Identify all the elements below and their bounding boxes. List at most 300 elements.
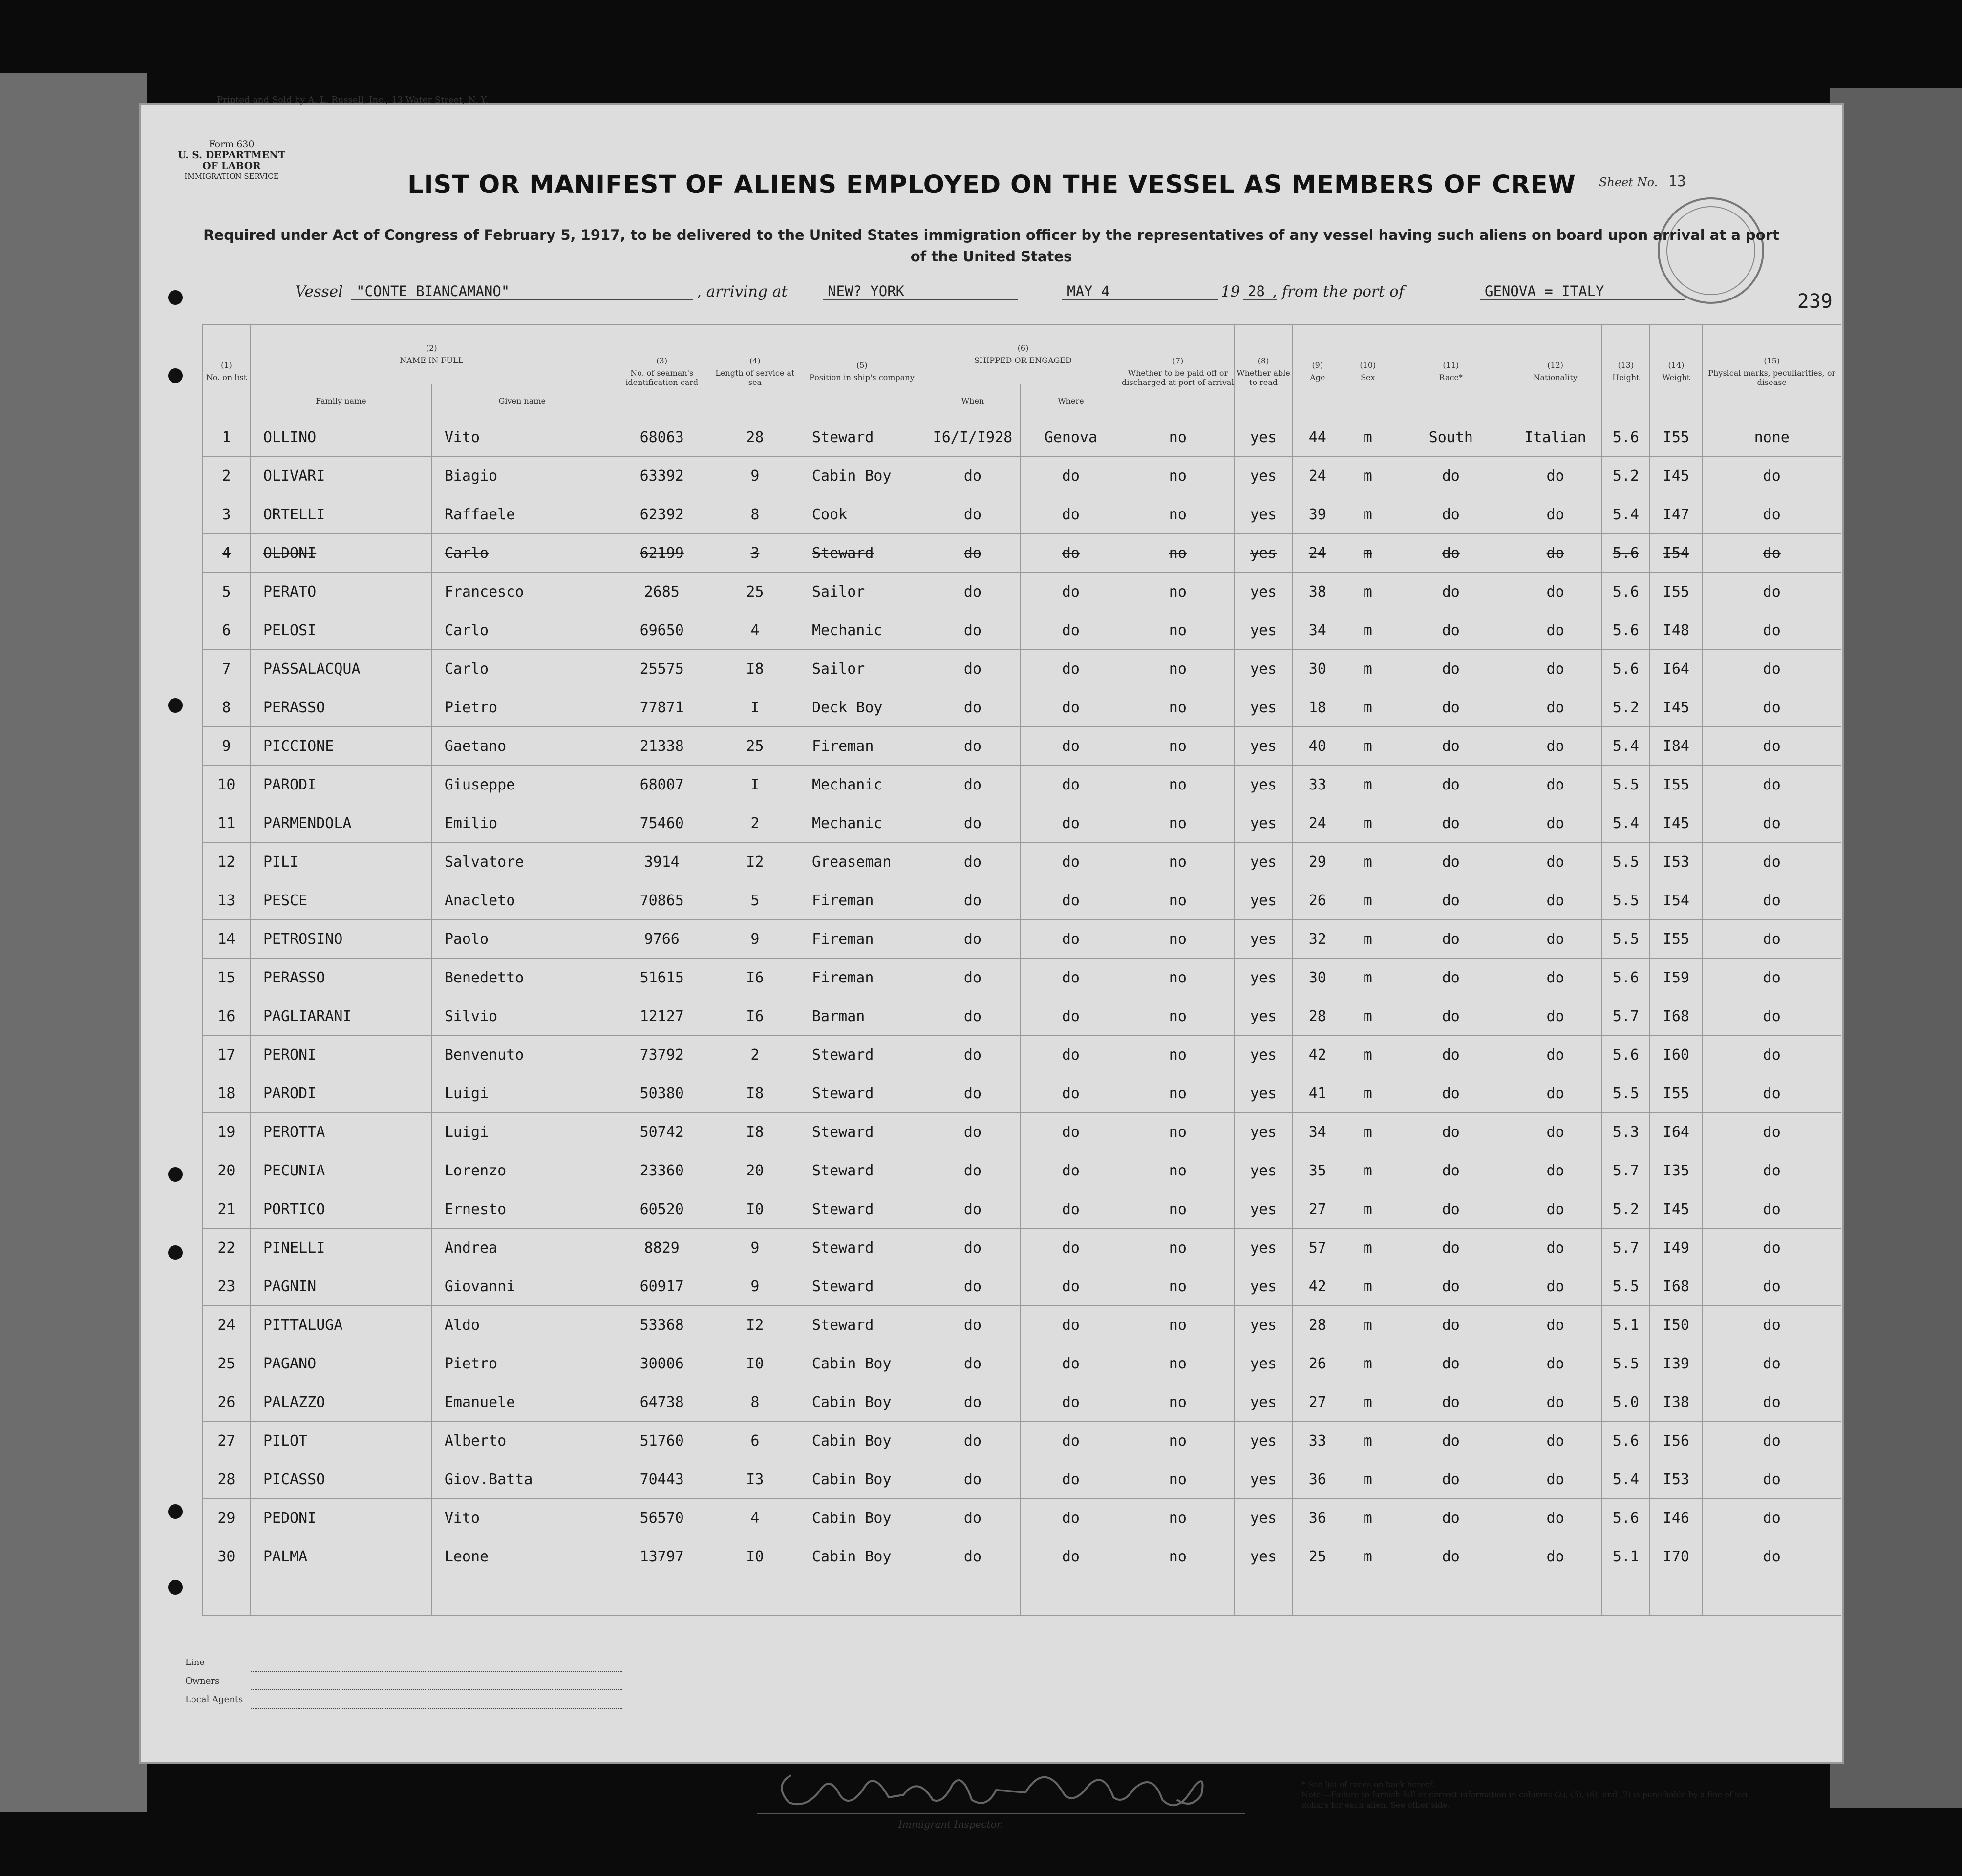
given-name-cell: Leone [431,1537,613,1576]
family-name-cell: PERONI [250,1036,431,1074]
family-name-cell: PESCE [250,881,431,920]
id-card-number-cell: 60917 [613,1267,711,1306]
engaged-where-cell: do [1021,1460,1121,1499]
position-cell: Mechanic [799,766,925,804]
given-name-cell: Giovanni [431,1267,613,1306]
height-cell: 5.4 [1602,495,1650,534]
age-cell: 36 [1292,1499,1343,1537]
col-service-header: (4) Length of service at sea [711,325,799,418]
blank-cell [1021,1576,1121,1616]
service-length-cell: I2 [711,843,799,881]
height-cell: 5.7 [1602,1151,1650,1190]
family-name-cell: ORTELLI [250,495,431,534]
position-cell: Cabin Boy [799,1537,925,1576]
engaged-when-cell: do [925,1151,1021,1190]
service-length-cell: I2 [711,1306,799,1344]
position-cell: Steward [799,1306,925,1344]
height-cell: 5.6 [1602,1499,1650,1537]
engaged-where-cell: do [1021,534,1121,573]
paid-off-cell: no [1121,1267,1235,1306]
weight-cell: I45 [1650,688,1703,727]
col-nationality-header: (12) Nationality [1509,325,1602,418]
family-name-cell: PICASSO [250,1460,431,1499]
paid-off-cell: no [1121,727,1235,766]
service-length-cell: 8 [711,495,799,534]
race-cell: do [1393,766,1509,804]
punch-hole-icon [168,698,183,713]
service-length-cell: 20 [711,1151,799,1190]
id-card-number-cell: 77871 [613,688,711,727]
race-cell: do [1393,843,1509,881]
weight-cell: I64 [1650,1113,1703,1151]
vessel-info-line [295,283,1687,307]
paid-off-cell: no [1121,920,1235,959]
col-race-header: (11) Race* [1393,325,1509,418]
physical-marks-cell: do [1703,1383,1841,1422]
service-length-cell: I [711,766,799,804]
engaged-when-cell: I6/I/I928 [925,418,1021,457]
service-length-cell: 25 [711,573,799,611]
engaged-when-cell: do [925,727,1021,766]
physical-marks-cell: do [1703,727,1841,766]
weight-cell: I55 [1650,920,1703,959]
id-card-number-cell: 30006 [613,1344,711,1383]
sex-cell: m [1343,534,1393,573]
table-row [203,573,1841,611]
inspector-label: Immigrant Inspector. [898,1818,1003,1830]
race-cell: do [1393,1306,1509,1344]
age-cell: 41 [1292,1074,1343,1113]
id-card-number-cell: 3914 [613,843,711,881]
engaged-where-cell: do [1021,611,1121,650]
given-name-cell: Luigi [431,1113,613,1151]
blank-cell [1393,1576,1509,1616]
paid-off-cell: no [1121,1190,1235,1229]
nationality-cell: do [1509,1229,1602,1267]
row-number-cell: 16 [203,997,251,1036]
given-name-cell: Pietro [431,688,613,727]
engaged-where-cell: do [1021,1036,1121,1074]
physical-marks-cell: do [1703,573,1841,611]
engaged-where-cell: do [1021,1383,1121,1422]
able-to-read-cell: yes [1235,418,1292,457]
row-number-cell: 28 [203,1460,251,1499]
paid-off-cell: no [1121,1151,1235,1190]
paid-off-cell: no [1121,611,1235,650]
able-to-read-cell: yes [1235,1267,1292,1306]
physical-marks-cell: do [1703,1537,1841,1576]
row-number-cell: 7 [203,650,251,688]
table-row [203,1036,1841,1074]
table-row [203,650,1841,688]
physical-marks-cell: do [1703,1344,1841,1383]
weight-cell: I35 [1650,1151,1703,1190]
sex-cell: m [1343,1537,1393,1576]
physical-marks-cell: do [1703,1190,1841,1229]
family-name-cell: PEROTTA [250,1113,431,1151]
blank-cell [1235,1576,1292,1616]
service-length-cell: I3 [711,1460,799,1499]
service-name: IMMIGRATION SERVICE [184,172,279,181]
sex-cell: m [1343,495,1393,534]
given-name-cell: Carlo [431,534,613,573]
engaged-where-cell: do [1021,1229,1121,1267]
able-to-read-cell: yes [1235,997,1292,1036]
paid-off-cell: no [1121,1422,1235,1460]
service-length-cell: I6 [711,959,799,997]
footer-notes [1301,1779,1766,1810]
age-cell: 27 [1292,1190,1343,1229]
document-subtitle: Required under Act of Congress of February 5, 1917, to be delivered to the United States immigration officer by the representatives of any vessel having such aliens on board upon arrival at a port of the United States [203,227,1779,265]
race-cell: do [1393,688,1509,727]
able-to-read-cell: yes [1235,534,1292,573]
engaged-where-cell: do [1021,1267,1121,1306]
engaged-where-cell: do [1021,843,1121,881]
race-cell: do [1393,920,1509,959]
age-cell: 36 [1292,1460,1343,1499]
id-card-number-cell: 73792 [613,1036,711,1074]
penalty-note: Note.—Failure to furnish full or correct information in columns (2), (5), (6), and (7) is punishable by a fine of ten dollars for each alien. See other side. [1301,1790,1748,1810]
given-name-cell: Alberto [431,1422,613,1460]
owners-field [251,1678,622,1690]
height-cell: 5.6 [1602,418,1650,457]
weight-cell: I48 [1650,611,1703,650]
physical-marks-cell: do [1703,843,1841,881]
engaged-when-cell: do [925,1267,1021,1306]
nationality-cell: do [1509,1422,1602,1460]
race-cell: do [1393,1537,1509,1576]
vessel-name: "CONTE BIANCAMANO" [351,283,693,300]
engaged-when-cell: do [925,1036,1021,1074]
race-cell: do [1393,1074,1509,1113]
table-row [203,1267,1841,1306]
paid-off-cell: no [1121,1537,1235,1576]
able-to-read-cell: yes [1235,1074,1292,1113]
row-number-cell: 12 [203,843,251,881]
physical-marks-cell: do [1703,1074,1841,1113]
row-number-cell: 30 [203,1537,251,1576]
id-card-number-cell: 75460 [613,804,711,843]
race-cell: do [1393,959,1509,997]
family-name-cell: OLLINO [250,418,431,457]
race-cell: do [1393,611,1509,650]
physical-marks-cell: do [1703,611,1841,650]
blank-cell [925,1576,1021,1616]
paid-off-cell: no [1121,997,1235,1036]
blank-cell [431,1576,613,1616]
row-number-cell: 6 [203,611,251,650]
position-cell: Steward [799,1074,925,1113]
sex-cell: m [1343,1344,1393,1383]
able-to-read-cell: yes [1235,1422,1292,1460]
sex-cell: m [1343,1229,1393,1267]
id-card-number-cell: 68063 [613,418,711,457]
height-cell: 5.4 [1602,804,1650,843]
position-cell: Fireman [799,920,925,959]
row-number-cell: 26 [203,1383,251,1422]
physical-marks-cell: do [1703,920,1841,959]
height-cell: 5.0 [1602,1383,1650,1422]
able-to-read-cell: yes [1235,843,1292,881]
engaged-when-cell: do [925,997,1021,1036]
engaged-where-cell: do [1021,1422,1121,1460]
engaged-where-cell: do [1021,573,1121,611]
weight-cell: I49 [1650,1229,1703,1267]
able-to-read-cell: yes [1235,1036,1292,1074]
blank-cell [711,1576,799,1616]
race-cell: do [1393,534,1509,573]
service-length-cell: 9 [711,1267,799,1306]
service-length-cell: I8 [711,650,799,688]
able-to-read-cell: yes [1235,1306,1292,1344]
race-cell: do [1393,1499,1509,1537]
height-cell: 5.4 [1602,1460,1650,1499]
nationality-cell: do [1509,1344,1602,1383]
race-cell: do [1393,997,1509,1036]
position-cell: Deck Boy [799,688,925,727]
printer-note: Printed and Sold by A. L. Russell, Inc., 13 Water Street, N. Y. [217,95,489,105]
position-cell: Steward [799,1267,925,1306]
punch-hole-icon [168,368,183,383]
family-name-cell: PARODI [250,766,431,804]
position-cell: Cabin Boy [799,1422,925,1460]
nationality-cell: do [1509,843,1602,881]
service-length-cell: I0 [711,1190,799,1229]
nationality-cell: do [1509,766,1602,804]
position-cell: Cabin Boy [799,1460,925,1499]
engaged-when-cell: do [925,688,1021,727]
nationality-cell: do [1509,1190,1602,1229]
age-cell: 40 [1292,727,1343,766]
age-cell: 34 [1292,1113,1343,1151]
given-name-cell: Giuseppe [431,766,613,804]
height-cell: 5.5 [1602,766,1650,804]
nationality-cell: do [1509,997,1602,1036]
age-cell: 33 [1292,766,1343,804]
able-to-read-cell: yes [1235,881,1292,920]
service-length-cell: 2 [711,1036,799,1074]
weight-cell: I47 [1650,495,1703,534]
id-card-number-cell: 62392 [613,495,711,534]
physical-marks-cell: do [1703,534,1841,573]
blank-cell [799,1576,925,1616]
background-sheet-right [1830,88,1962,1808]
family-name-cell: PICCIONE [250,727,431,766]
paid-off-cell: no [1121,573,1235,611]
table-row [203,804,1841,843]
row-number-cell: 10 [203,766,251,804]
engaged-where-cell: do [1021,804,1121,843]
family-name-cell: PILI [250,843,431,881]
family-name-cell: PITTALUGA [250,1306,431,1344]
race-cell: do [1393,881,1509,920]
table-row [203,418,1841,457]
race-cell: do [1393,457,1509,495]
position-cell: Fireman [799,881,925,920]
col-given-header: Given name [431,384,613,418]
weight-cell: I54 [1650,534,1703,573]
crew-table-body [203,418,1841,1616]
nationality-cell: do [1509,1036,1602,1074]
footer-fields [185,1653,622,1709]
given-name-cell: Pietro [431,1344,613,1383]
given-name-cell: Luigi [431,1074,613,1113]
row-number-cell: 2 [203,457,251,495]
height-cell: 5.6 [1602,534,1650,573]
race-cell: do [1393,650,1509,688]
weight-cell: I55 [1650,573,1703,611]
engaged-where-cell: Genova [1021,418,1121,457]
col-read-header: (8) Whether able to read [1235,325,1292,418]
service-length-cell: 3 [711,534,799,573]
service-length-cell: 5 [711,881,799,920]
age-cell: 57 [1292,1229,1343,1267]
race-cell: South [1393,418,1509,457]
engaged-where-cell: do [1021,959,1121,997]
weight-cell: I55 [1650,418,1703,457]
position-cell: Steward [799,1190,925,1229]
engaged-when-cell: do [925,959,1021,997]
engaged-when-cell: do [925,457,1021,495]
engaged-when-cell: do [925,1074,1021,1113]
sex-cell: m [1343,1113,1393,1151]
col-card-header: (3) No. of seaman's identification card [613,325,711,418]
nationality-cell: do [1509,1499,1602,1537]
race-cell: do [1393,1422,1509,1460]
service-length-cell: 8 [711,1383,799,1422]
physical-marks-cell: do [1703,1460,1841,1499]
age-cell: 24 [1292,534,1343,573]
blank-cell [1509,1576,1602,1616]
blank-row [203,1576,1841,1616]
weight-cell: I45 [1650,457,1703,495]
col-where-header: Where [1021,384,1121,418]
height-cell: 5.6 [1602,573,1650,611]
family-name-cell: PARODI [250,1074,431,1113]
family-name-cell: PASSALACQUA [250,650,431,688]
engaged-where-cell: do [1021,1537,1121,1576]
paid-off-cell: no [1121,688,1235,727]
table-row [203,766,1841,804]
blank-cell [203,1576,251,1616]
sex-cell: m [1343,1460,1393,1499]
age-cell: 34 [1292,611,1343,650]
id-card-number-cell: 13797 [613,1537,711,1576]
row-number-cell: 14 [203,920,251,959]
paid-off-cell: no [1121,1499,1235,1537]
paid-off-cell: no [1121,804,1235,843]
paid-off-cell: no [1121,843,1235,881]
owners-label: Owners [185,1676,220,1686]
id-card-number-cell: 50380 [613,1074,711,1113]
arriving-port: NEW? YORK [823,283,1018,300]
sex-cell: m [1343,650,1393,688]
agents-field [251,1696,622,1709]
sex-cell: m [1343,1151,1393,1190]
page-number-stamp: 239 [1797,290,1833,313]
nationality-cell: do [1509,1537,1602,1576]
id-card-number-cell: 62199 [613,534,711,573]
able-to-read-cell: yes [1235,1113,1292,1151]
nationality-cell: do [1509,1074,1602,1113]
given-name-cell: Silvio [431,997,613,1036]
engaged-when-cell: do [925,843,1021,881]
family-name-cell: PORTICO [250,1190,431,1229]
paid-off-cell: no [1121,1229,1235,1267]
engaged-when-cell: do [925,920,1021,959]
family-name-cell: PINELLI [250,1229,431,1267]
given-name-cell: Benvenuto [431,1036,613,1074]
height-cell: 5.7 [1602,1229,1650,1267]
physical-marks-cell: do [1703,688,1841,727]
engaged-when-cell: do [925,1190,1021,1229]
id-card-number-cell: 2685 [613,573,711,611]
service-length-cell: I [711,688,799,727]
height-cell: 5.6 [1602,1422,1650,1460]
table-row [203,1229,1841,1267]
vessel-label: Vessel [295,283,343,300]
family-name-cell: OLDONI [250,534,431,573]
paid-off-cell: no [1121,766,1235,804]
height-cell: 5.1 [1602,1537,1650,1576]
family-name-cell: PERASSO [250,688,431,727]
agents-label: Local Agents [185,1694,243,1705]
sex-cell: m [1343,881,1393,920]
weight-cell: I56 [1650,1422,1703,1460]
able-to-read-cell: yes [1235,959,1292,997]
family-name-cell: PARMENDOLA [250,804,431,843]
table-row [203,1422,1841,1460]
physical-marks-cell: do [1703,804,1841,843]
sheet-label: Sheet No. [1599,175,1658,189]
physical-marks-cell: do [1703,1267,1841,1306]
engaged-where-cell: do [1021,1151,1121,1190]
weight-cell: I55 [1650,766,1703,804]
service-length-cell: 25 [711,727,799,766]
service-length-cell: 4 [711,611,799,650]
age-cell: 24 [1292,804,1343,843]
service-length-cell: I0 [711,1537,799,1576]
height-cell: 5.5 [1602,1267,1650,1306]
able-to-read-cell: yes [1235,1229,1292,1267]
given-name-cell: Paolo [431,920,613,959]
nationality-cell: do [1509,920,1602,959]
nationality-cell: do [1509,650,1602,688]
departure-port: GENOVA = ITALY [1480,283,1685,300]
id-card-number-cell: 21338 [613,727,711,766]
height-cell: 5.5 [1602,1074,1650,1113]
age-cell: 26 [1292,881,1343,920]
able-to-read-cell: yes [1235,1383,1292,1422]
age-cell: 42 [1292,1036,1343,1074]
table-row [203,881,1841,920]
year-suffix: 28 [1243,283,1277,300]
age-cell: 32 [1292,920,1343,959]
able-to-read-cell: yes [1235,573,1292,611]
sex-cell: m [1343,1074,1393,1113]
family-name-cell: PEDONI [250,1499,431,1537]
physical-marks-cell: do [1703,1229,1841,1267]
engaged-when-cell: do [925,495,1021,534]
background-sheet-left [0,73,147,1812]
position-cell: Barman [799,997,925,1036]
age-cell: 28 [1292,1306,1343,1344]
given-name-cell: Vito [431,418,613,457]
document-title: LIST OR MANIFEST OF ALIENS EMPLOYED ON THE VESSEL AS MEMBERS OF CREW [407,171,1576,199]
given-name-cell: Francesco [431,573,613,611]
sex-cell: m [1343,804,1393,843]
physical-marks-cell: do [1703,457,1841,495]
